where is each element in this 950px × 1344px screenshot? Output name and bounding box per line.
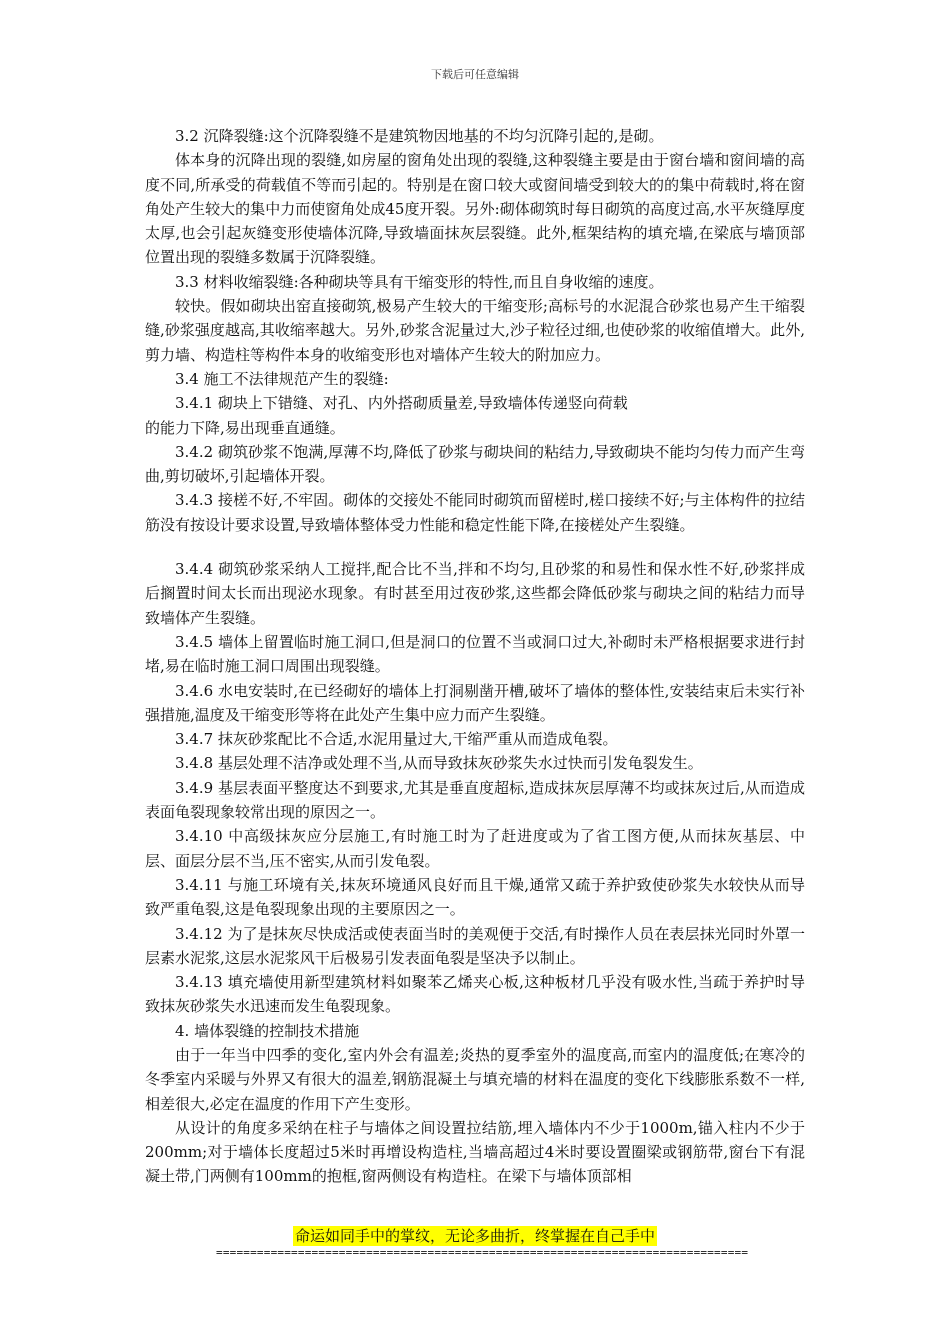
footer-divider: ============================================================================== — [216, 1246, 749, 1259]
paragraph-3-4-7: 3.4.7 抹灰砂浆配比不合适,水泥用量过大,干缩严重从而造成龟裂。 — [175, 730, 618, 749]
paragraph-3-4-10: 3.4.10 中高级抹灰应分层施工,有时施工时为了赶进度或为了省工图方便,从而抹灰基层、中层、面层分层不当,压不密实,从而引发龟裂。 — [145, 827, 805, 870]
paragraph-gap — [145, 537, 805, 557]
footer-banner — [0, 1226, 950, 1246]
paragraph-3-2-cont: 体本身的沉降出现的裂缝,如房屋的窗角处出现的裂缝,这种裂缝主要是由于窗台墙和窗间墙的高度不同,所承受的荷载值不等而引起的。特别是在窗口较大或窗间墙受到较大的的集中荷载时,将在窗角处产生较大的集中力而使窗角处成45度开裂。另外:砌体砌筑时每日砌筑的高度过高,水平灰缝厚度太厚,也会引起灰缝变形使墙体沉降,导致墙面抹灰层裂缝。此外,框架结构的填充墙,在梁底与墙顶部位置出现的裂缝多数属于沉降裂缝。 — [145, 151, 805, 267]
paragraph-3-4-2: 3.4.2 砌筑砂浆不饱满,厚薄不均,降低了砂浆与砌块间的粘结力,导致砌块不能均匀传力而产生弯曲,剪切破坏,引起墙体开裂。 — [145, 442, 805, 486]
paragraph-4-1: 由于一年当中四季的变化,室内外会有温差;炎热的夏季室外的温度高,而室内的温度低;在寒冷的冬季室内采暖与外界又有很大的温差,钢筋混凝土与填充墙的材料在温度的变化下线膨胀系数不一样,相差很大,必定在温度的作用下产生变形。 — [145, 1045, 805, 1113]
paragraph-3-4-1: 3.4.1 砌块上下错缝、对孔、内外搭砌质量差,导致墙体传递竖向荷载 — [175, 394, 628, 413]
paragraph-3-4-9: 3.4.9 基层表面平整度达不到要求,尤其是垂直度超标,造成抹灰层厚薄不均或抹灰过后,从而造成表面龟裂现象较常出现的原因之一。 — [145, 778, 805, 822]
paragraph-3-4-3: 3.4.3 接槎不好,不牢固。砌体的交接处不能同时砌筑而留槎时,槎口接续不好;与主体构件的拉结筋没有按设计要求设置,导致墙体整体受力性能和稳定性能下降,在接槎处产生裂缝。 — [145, 491, 805, 534]
footer-banner-text: 命运如同手中的掌纹，无论多曲折，终掌握在自己手中 — [294, 1227, 655, 1245]
page-header: 下载后可任意编辑 — [431, 68, 519, 81]
paragraph-3-4-1-cont: 的能力下降,易出现垂直通缝。 — [145, 418, 345, 437]
paragraph-4-2: 从设计的角度多采纳在柱子与墙体之间设置拉结筋,埋入墙体内不少于1000m,锚入柱内不少于200mm;对于墙体长度超过5米时再增设构造柱,当墙高超过4米时要设置圈梁或钢筋带,窗台下有混凝土带,门两侧有100mm的抱框,窗两侧设有构造柱。在梁下与墙体顶部相 — [145, 1118, 805, 1186]
paragraph-3-4-6: 3.4.6 水电安装时,在已经砌好的墙体上打洞剔凿开槽,破坏了墙体的整体性,安装结束后未实行补强措施,温度及干缩变形等将在此处产生集中应力而产生裂缝。 — [145, 681, 805, 724]
heading-3-4: 3.4 施工不法律规范产生的裂缝: — [175, 369, 389, 388]
document-body — [145, 124, 805, 1189]
paragraph-3-3: 3.3 材料收缩裂缝:各种砌块等具有干缩变形的特性,而且自身收缩的速度。 — [175, 272, 664, 291]
paragraph-3-4-11: 3.4.11 与施工环境有关,抹灰环境通风良好而且干燥,通常又疏于养护致使砂浆失水较快从而导致严重龟裂,这是龟裂现象出现的主要原因之一。 — [145, 875, 805, 919]
paragraph-3-4-12: 3.4.12 为了是抹灰尽快成活或使表面当时的美观便于交活,有时操作人员在表层抹光同时外罩一层素水泥浆,这层水泥浆风干后极易引发表面龟裂是坚决予以制止。 — [145, 924, 805, 967]
paragraph-3-4-4: 3.4.4 砌筑砂浆采纳人工搅拌,配合比不当,拌和不均匀,且砂浆的和易性和保水性不好,砂浆拌成后搁置时间太长而出现泌水现象。有时甚至用过夜砂浆,这些都会降低砂浆与砌块之间的粘结力而导致墙体产生裂缝。 — [145, 560, 805, 627]
paragraph-3-4-5: 3.4.5 墙体上留置临时施工洞口,但是洞口的位置不当或洞口过大,补砌时未严格根据要求进行封堵,易在临时施工洞口周围出现裂缝。 — [145, 632, 805, 676]
heading-4: 4. 墙体裂缝的控制技术措施 — [175, 1021, 360, 1040]
paragraph-3-4-13: 3.4.13 填充墙使用新型建筑材料如聚苯乙烯夹心板,这种板材几乎没有吸水性,当疏于养护时导致抹灰砂浆失水迅速而发生龟裂现象。 — [145, 973, 805, 1016]
paragraph-3-2: 3.2 沉降裂缝:这个沉降裂缝不是建筑物因地基的不均匀沉降引起的,是砌。 — [175, 127, 664, 145]
paragraph-3-3-cont: 较快。假如砌块出窑直接砌筑,极易产生较大的干缩变形;高标号的水泥混合砂浆也易产生干缩裂缝,砂浆强度越高,其收缩率越大。另外,砂浆含泥量过大,沙子粒径过细,也使砂浆的收缩值增大。此外,剪力墙、构造柱等构件本身的收缩变形也对墙体产生较大的附加应力。 — [145, 297, 805, 364]
paragraph-3-4-8: 3.4.8 基层处理不洁净或处理不当,从而导致抹灰砂浆失水过快而引发龟裂发生。 — [175, 754, 703, 773]
